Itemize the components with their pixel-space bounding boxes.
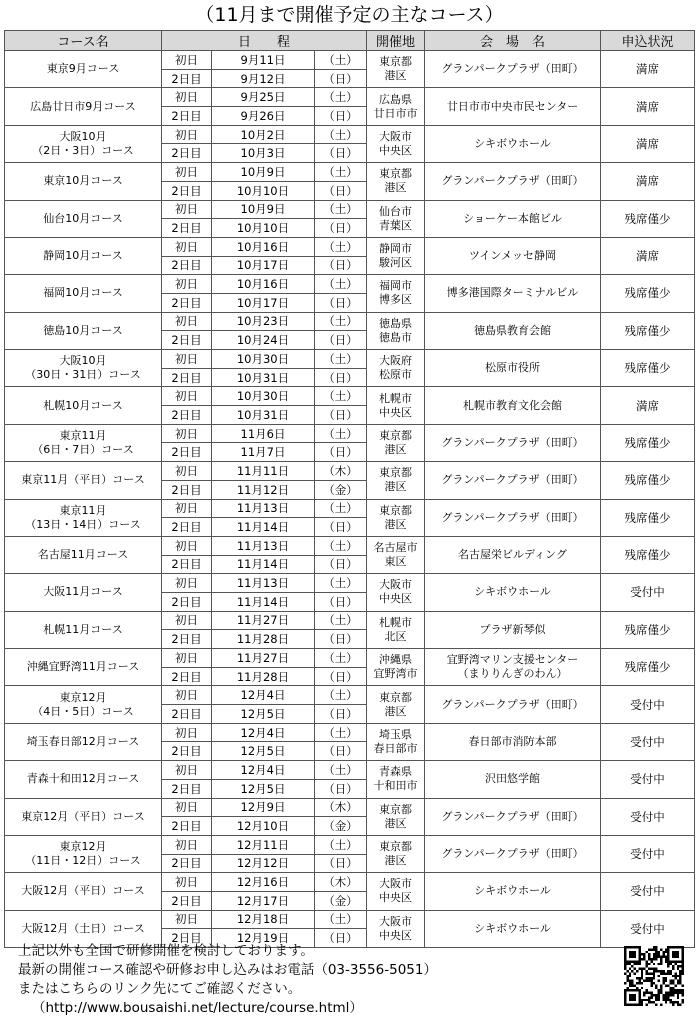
- table-row: [5, 424, 695, 443]
- course-status: 受付中: [601, 723, 695, 760]
- day-label: 初日: [162, 387, 212, 406]
- day-weekday: （土）: [315, 611, 367, 630]
- day-label: 2日目: [162, 256, 212, 275]
- day-label: 初日: [162, 686, 212, 705]
- course-name: 東京12月 （11日・12日）コース: [5, 835, 162, 872]
- day-date: 11月14日: [212, 518, 315, 537]
- course-status: 受付中: [601, 761, 695, 798]
- course-venue: シキボウホール: [425, 873, 601, 910]
- day-date: 12月16日: [212, 873, 315, 892]
- table-row: [5, 51, 695, 70]
- course-status: 満席: [601, 88, 695, 125]
- day-label: 初日: [162, 649, 212, 668]
- day-label: 初日: [162, 88, 212, 107]
- course-name: 東京11月（平日）コース: [5, 462, 162, 499]
- course-status: 残席僅少: [601, 536, 695, 573]
- course-name: 札幌10月コース: [5, 387, 162, 424]
- day-weekday: （土）: [315, 686, 367, 705]
- day-weekday: （金）: [315, 891, 367, 910]
- day-weekday: （日）: [315, 779, 367, 798]
- day-date: 12月4日: [212, 686, 315, 705]
- course-venue: グランパークプラザ（田町）: [425, 163, 601, 200]
- day-date: 10月2日: [212, 125, 315, 144]
- day-date: 10月17日: [212, 293, 315, 312]
- day-date: 10月9日: [212, 200, 315, 219]
- course-venue: グランパークプラザ（田町）: [425, 424, 601, 461]
- day-date: 12月18日: [212, 910, 315, 929]
- day-date: 12月4日: [212, 723, 315, 742]
- day-date: 10月9日: [212, 163, 315, 182]
- day-weekday: （木）: [315, 798, 367, 817]
- day-weekday: （木）: [315, 873, 367, 892]
- table-body: [5, 51, 695, 948]
- day-date: 11月28日: [212, 667, 315, 686]
- day-weekday: （土）: [315, 350, 367, 369]
- course-name: 広島廿日市9月コース: [5, 88, 162, 125]
- course-venue: グランパークプラザ（田町）: [425, 462, 601, 499]
- day-date: 11月13日: [212, 499, 315, 518]
- course-status: 受付中: [601, 835, 695, 872]
- day-label: 2日目: [162, 518, 212, 537]
- day-date: 9月25日: [212, 88, 315, 107]
- course-name: 大阪10月 （30日・31日）コース: [5, 350, 162, 387]
- day-date: 11月27日: [212, 611, 315, 630]
- course-venue: グランパークプラザ（田町）: [425, 51, 601, 88]
- course-status: 残席僅少: [601, 424, 695, 461]
- course-venue: 名古屋栄ビルディング: [425, 536, 601, 573]
- table-row: [5, 649, 695, 668]
- course-location: 東京都 港区: [367, 51, 425, 88]
- day-weekday: （土）: [315, 910, 367, 929]
- day-weekday: （日）: [315, 181, 367, 200]
- day-date: 12月11日: [212, 835, 315, 854]
- table-row: [5, 125, 695, 144]
- course-location: 沖縄県 宜野湾市: [367, 649, 425, 686]
- course-name: 東京11月 （13日・14日）コース: [5, 499, 162, 536]
- course-location: 東京都 港区: [367, 686, 425, 723]
- table-row: [5, 200, 695, 219]
- table-row: [5, 536, 695, 555]
- course-status: 受付中: [601, 798, 695, 835]
- course-location: 徳島県 徳島市: [367, 312, 425, 349]
- day-label: 初日: [162, 873, 212, 892]
- footer-line-3: またはこちらのリンク先にてご確認ください。: [18, 981, 302, 997]
- day-weekday: （日）: [315, 219, 367, 238]
- table-row: [5, 350, 695, 369]
- day-label: 2日目: [162, 443, 212, 462]
- day-label: 初日: [162, 723, 212, 742]
- course-venue: ツインメッセ静岡: [425, 237, 601, 274]
- day-label: 2日目: [162, 929, 212, 948]
- qr-code-icon[interactable]: [624, 946, 684, 1006]
- course-venue: シキボウホール: [425, 574, 601, 611]
- course-location: 埼玉県 春日部市: [367, 723, 425, 760]
- day-label: 2日目: [162, 69, 212, 88]
- day-weekday: （土）: [315, 237, 367, 256]
- course-name: 東京11月 （6日・7日）コース: [5, 424, 162, 461]
- day-date: 11月14日: [212, 592, 315, 611]
- day-date: 11月11日: [212, 462, 315, 481]
- day-label: 2日目: [162, 592, 212, 611]
- course-location: 東京都 港区: [367, 163, 425, 200]
- course-location: 札幌市 北区: [367, 611, 425, 648]
- course-location: 東京都 港区: [367, 462, 425, 499]
- course-venue: グランパークプラザ（田町）: [425, 798, 601, 835]
- course-name: 徳島10月コース: [5, 312, 162, 349]
- table-row: [5, 88, 695, 107]
- course-venue: シキボウホール: [425, 125, 601, 162]
- day-date: 9月12日: [212, 69, 315, 88]
- day-label: 初日: [162, 910, 212, 929]
- day-date: 10月3日: [212, 144, 315, 163]
- table-row: [5, 387, 695, 406]
- table-row: [5, 611, 695, 630]
- course-venue: 廿日市市中央市民センター: [425, 88, 601, 125]
- day-label: 2日目: [162, 779, 212, 798]
- day-weekday: （日）: [315, 705, 367, 724]
- day-label: 2日目: [162, 144, 212, 163]
- day-date: 10月10日: [212, 219, 315, 238]
- course-status: 残席僅少: [601, 275, 695, 312]
- day-date: 11月28日: [212, 630, 315, 649]
- day-label: 初日: [162, 462, 212, 481]
- day-weekday: （日）: [315, 592, 367, 611]
- day-label: 初日: [162, 835, 212, 854]
- day-label: 2日目: [162, 667, 212, 686]
- course-status: 満席: [601, 125, 695, 162]
- header-status: 申込状況: [601, 31, 695, 51]
- course-location: 広島県 廿日市市: [367, 88, 425, 125]
- header-dates: 日 程: [162, 31, 367, 51]
- course-name: 名古屋11月コース: [5, 536, 162, 573]
- course-status: 残席僅少: [601, 499, 695, 536]
- course-status: 残席僅少: [601, 350, 695, 387]
- course-status: 満席: [601, 163, 695, 200]
- day-label: 初日: [162, 312, 212, 331]
- day-date: 11月14日: [212, 555, 315, 574]
- table-row: [5, 312, 695, 331]
- course-location: 大阪市 中央区: [367, 910, 425, 947]
- header-location: 開催地: [367, 31, 425, 51]
- course-schedule-table: [4, 30, 695, 948]
- day-label: 初日: [162, 611, 212, 630]
- day-label: 2日目: [162, 555, 212, 574]
- course-name: 大阪12月（平日）コース: [5, 873, 162, 910]
- course-location: 札幌市 中央区: [367, 387, 425, 424]
- day-label: 初日: [162, 574, 212, 593]
- table-header-row: [5, 31, 695, 51]
- day-weekday: （土）: [315, 723, 367, 742]
- day-label: 初日: [162, 237, 212, 256]
- table-row: [5, 499, 695, 518]
- course-venue: グランパークプラザ（田町）: [425, 499, 601, 536]
- day-date: 10月16日: [212, 275, 315, 294]
- course-location: 大阪府 松原市: [367, 350, 425, 387]
- day-weekday: （日）: [315, 630, 367, 649]
- table-row: [5, 462, 695, 481]
- day-date: 10月31日: [212, 368, 315, 387]
- day-label: 初日: [162, 536, 212, 555]
- course-venue: ショーケー本館ビル: [425, 200, 601, 237]
- day-weekday: （日）: [315, 368, 367, 387]
- course-name: 東京10月コース: [5, 163, 162, 200]
- day-date: 12月5日: [212, 705, 315, 724]
- day-date: 10月31日: [212, 406, 315, 425]
- day-label: 2日目: [162, 705, 212, 724]
- day-date: 12月4日: [212, 761, 315, 780]
- course-venue: 春日部市消防本部: [425, 723, 601, 760]
- course-location: 東京都 港区: [367, 798, 425, 835]
- course-name: 大阪12月（土日）コース: [5, 910, 162, 947]
- day-weekday: （土）: [315, 424, 367, 443]
- day-date: 10月16日: [212, 237, 315, 256]
- course-location: 大阪市 中央区: [367, 125, 425, 162]
- course-location: 東京都 港区: [367, 499, 425, 536]
- day-weekday: （木）: [315, 462, 367, 481]
- day-weekday: （土）: [315, 200, 367, 219]
- day-weekday: （金）: [315, 480, 367, 499]
- day-date: 10月23日: [212, 312, 315, 331]
- day-weekday: （日）: [315, 406, 367, 425]
- page-title: （11月まで開催予定の主なコース）: [195, 4, 504, 26]
- day-date: 10月17日: [212, 256, 315, 275]
- day-label: 2日目: [162, 219, 212, 238]
- course-venue: プラザ新琴似: [425, 611, 601, 648]
- table-row: [5, 574, 695, 593]
- day-date: 12月9日: [212, 798, 315, 817]
- course-venue: 宜野湾マリン支援センター （まりりんぎのわん）: [425, 649, 601, 686]
- course-status: 受付中: [601, 873, 695, 910]
- day-weekday: （土）: [315, 835, 367, 854]
- course-venue: グランパークプラザ（田町）: [425, 686, 601, 723]
- day-date: 10月30日: [212, 350, 315, 369]
- day-date: 10月30日: [212, 387, 315, 406]
- course-location: 大阪市 中央区: [367, 574, 425, 611]
- course-name: 札幌11月コース: [5, 611, 162, 648]
- day-date: 12月5日: [212, 779, 315, 798]
- course-name: 青森十和田12月コース: [5, 761, 162, 798]
- course-status: 残席僅少: [601, 200, 695, 237]
- course-status: 受付中: [601, 574, 695, 611]
- table-row: [5, 761, 695, 780]
- day-label: 2日目: [162, 891, 212, 910]
- day-date: 10月24日: [212, 331, 315, 350]
- day-date: 10月10日: [212, 181, 315, 200]
- day-date: 12月12日: [212, 854, 315, 873]
- course-venue: 札幌市教育文化会館: [425, 387, 601, 424]
- day-date: 12月10日: [212, 817, 315, 836]
- day-date: 12月19日: [212, 929, 315, 948]
- course-status: 残席僅少: [601, 649, 695, 686]
- header-course: コース名: [5, 31, 162, 51]
- footer-line-2: 最新の開催コース確認や研修お申し込みはお電話（03-3556-5051）: [18, 962, 437, 978]
- course-status: 満席: [601, 237, 695, 274]
- day-label: 初日: [162, 51, 212, 70]
- course-name: 大阪10月 （2日・3日）コース: [5, 125, 162, 162]
- day-weekday: （土）: [315, 88, 367, 107]
- day-date: 11月13日: [212, 536, 315, 555]
- day-date: 11月12日: [212, 480, 315, 499]
- course-location: 静岡市 駿河区: [367, 237, 425, 274]
- course-status: 受付中: [601, 686, 695, 723]
- course-name: 仙台10月コース: [5, 200, 162, 237]
- course-status: 受付中: [601, 910, 695, 947]
- course-location: 東京都 港区: [367, 835, 425, 872]
- day-weekday: （日）: [315, 144, 367, 163]
- day-weekday: （日）: [315, 256, 367, 275]
- course-venue: 松原市役所: [425, 350, 601, 387]
- day-weekday: （金）: [315, 817, 367, 836]
- day-weekday: （土）: [315, 125, 367, 144]
- day-weekday: （土）: [315, 499, 367, 518]
- day-date: 9月11日: [212, 51, 315, 70]
- course-location: 東京都 港区: [367, 424, 425, 461]
- course-name: 静岡10月コース: [5, 237, 162, 274]
- day-weekday: （土）: [315, 761, 367, 780]
- footer-notice: [18, 942, 608, 1018]
- table-row: [5, 237, 695, 256]
- day-label: 2日目: [162, 368, 212, 387]
- course-status: 残席僅少: [601, 462, 695, 499]
- table-row: [5, 910, 695, 929]
- course-venue: 徳島県教育会館: [425, 312, 601, 349]
- day-weekday: （日）: [315, 555, 367, 574]
- table-row: [5, 686, 695, 705]
- day-label: 2日目: [162, 630, 212, 649]
- day-weekday: （土）: [315, 649, 367, 668]
- course-location: 大阪市 中央区: [367, 873, 425, 910]
- course-name: 東京12月 （4日・5日）コース: [5, 686, 162, 723]
- course-name: 沖縄宜野湾11月コース: [5, 649, 162, 686]
- course-venue: 沢田悠学館: [425, 761, 601, 798]
- day-weekday: （土）: [315, 51, 367, 70]
- table-row: [5, 723, 695, 742]
- day-weekday: （土）: [315, 387, 367, 406]
- table-row: [5, 163, 695, 182]
- day-label: 2日目: [162, 181, 212, 200]
- course-status: 残席僅少: [601, 611, 695, 648]
- day-weekday: （日）: [315, 667, 367, 686]
- day-date: 11月27日: [212, 649, 315, 668]
- day-label: 2日目: [162, 406, 212, 425]
- course-name: 東京12月（平日）コース: [5, 798, 162, 835]
- day-weekday: （日）: [315, 331, 367, 350]
- day-label: 2日目: [162, 742, 212, 761]
- day-label: 2日目: [162, 107, 212, 126]
- day-weekday: （土）: [315, 312, 367, 331]
- day-label: 2日目: [162, 854, 212, 873]
- course-location: 福岡市 博多区: [367, 275, 425, 312]
- day-label: 初日: [162, 125, 212, 144]
- course-venue: 博多港国際ターミナルビル: [425, 275, 601, 312]
- table-row: [5, 275, 695, 294]
- course-name: 東京9月コース: [5, 51, 162, 88]
- course-status: 満席: [601, 51, 695, 88]
- course-venue: シキボウホール: [425, 910, 601, 947]
- course-location: 仙台市 青葉区: [367, 200, 425, 237]
- day-weekday: （日）: [315, 929, 367, 948]
- day-label: 初日: [162, 350, 212, 369]
- day-weekday: （日）: [315, 854, 367, 873]
- day-label: 2日目: [162, 480, 212, 499]
- day-weekday: （日）: [315, 293, 367, 312]
- header-venue: 会 場 名: [425, 31, 601, 51]
- day-weekday: （日）: [315, 443, 367, 462]
- day-weekday: （土）: [315, 163, 367, 182]
- day-label: 初日: [162, 163, 212, 182]
- day-label: 初日: [162, 499, 212, 518]
- day-label: 初日: [162, 200, 212, 219]
- day-weekday: （日）: [315, 69, 367, 88]
- day-date: 11月7日: [212, 443, 315, 462]
- day-weekday: （土）: [315, 536, 367, 555]
- course-name: 埼玉春日部12月コース: [5, 723, 162, 760]
- day-weekday: （日）: [315, 518, 367, 537]
- day-date: 12月17日: [212, 891, 315, 910]
- course-name: 大阪11月コース: [5, 574, 162, 611]
- day-weekday: （土）: [315, 574, 367, 593]
- day-label: 初日: [162, 275, 212, 294]
- day-weekday: （日）: [315, 107, 367, 126]
- day-weekday: （土）: [315, 275, 367, 294]
- course-location: 名古屋市 東区: [367, 536, 425, 573]
- day-date: 11月6日: [212, 424, 315, 443]
- day-label: 初日: [162, 798, 212, 817]
- day-label: 2日目: [162, 293, 212, 312]
- day-label: 初日: [162, 424, 212, 443]
- course-name: 福岡10月コース: [5, 275, 162, 312]
- day-date: 11月13日: [212, 574, 315, 593]
- table-row: [5, 835, 695, 854]
- course-venue: グランパークプラザ（田町）: [425, 835, 601, 872]
- day-date: 12月5日: [212, 742, 315, 761]
- day-date: 9月26日: [212, 107, 315, 126]
- footer-link[interactable]: （http://www.bousaishi.net/lecture/course.html）: [32, 1000, 363, 1016]
- footer-line-1: 上記以外も全国で研修開催を検討しております。: [18, 943, 314, 959]
- day-weekday: （日）: [315, 742, 367, 761]
- day-label: 2日目: [162, 817, 212, 836]
- day-label: 2日目: [162, 331, 212, 350]
- course-status: 残席僅少: [601, 312, 695, 349]
- course-location: 青森県 十和田市: [367, 761, 425, 798]
- table-row: [5, 798, 695, 817]
- course-status: 満席: [601, 387, 695, 424]
- table-row: [5, 873, 695, 892]
- day-label: 初日: [162, 761, 212, 780]
